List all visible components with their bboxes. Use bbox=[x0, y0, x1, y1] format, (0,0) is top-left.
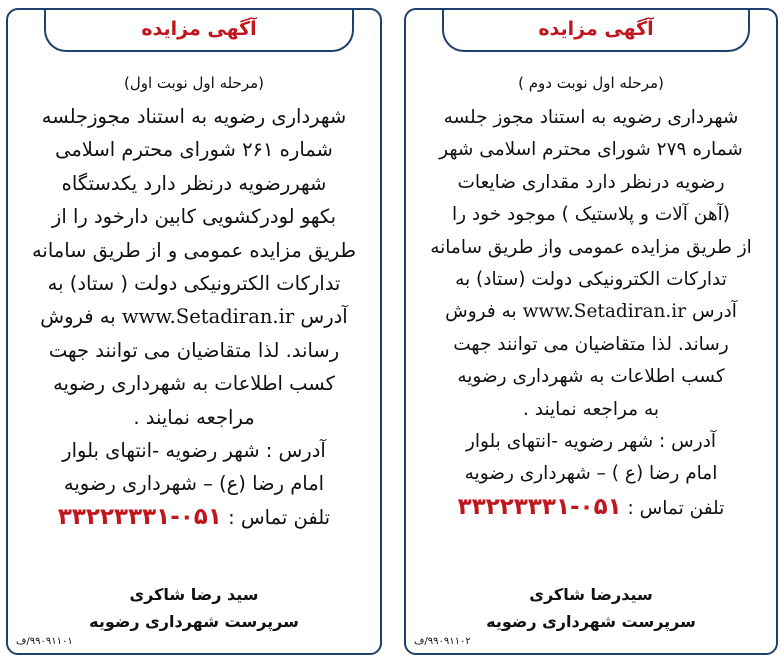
auction-notice-second bbox=[404, 8, 778, 655]
body-line: بکهو لودرکشویی کابین دارخود را از bbox=[51, 205, 337, 229]
address-line: آدرس : شهر رضویه -انتهای بلوار bbox=[62, 439, 326, 463]
address-prefix: آدرس bbox=[691, 301, 737, 323]
body-line: کسب اطلاعات به شهرداری رضویه bbox=[53, 372, 335, 396]
address-line: امام رضا (ع ) – شهرداری رضویه bbox=[464, 463, 718, 485]
body-line: شهرداری رضویه به استناد مجوز جلسه bbox=[443, 107, 739, 128]
body-line: کسب اطلاعات به شهرداری رضویه bbox=[457, 366, 725, 388]
body-line: تدارکات الکترونیکی دولت (ستاد) به bbox=[455, 269, 727, 291]
signer-title: سرپرست شهرداری رضویه bbox=[89, 612, 299, 631]
notice-title-tab bbox=[442, 8, 750, 52]
phone-number: ۰۵۱-۳۳۲۲۳۳۳۱ bbox=[457, 493, 622, 520]
setadiran-link[interactable]: www.Setadiran.ir bbox=[121, 305, 295, 329]
notice-stage: (مرحله اول نوبت اول) bbox=[123, 74, 265, 92]
phone-label: تلفن تماس : bbox=[627, 497, 725, 519]
body-line: (آهن آلات و پلاستیک ) موجود خود را bbox=[451, 204, 731, 226]
address-line: امام رضا (ع) – شهرداری رضویه bbox=[63, 472, 325, 496]
address-line: آدرس : شهر رضویه -انتهای بلوار bbox=[465, 431, 717, 453]
notice-stage: (مرحله اول نوبت دوم ) bbox=[518, 74, 664, 92]
signer-name: سیدرضا شاکری bbox=[529, 585, 653, 604]
body-line: از طریق مزایده عمومی واز طریق سامانه bbox=[430, 236, 752, 258]
phone-number: ۰۵۱-۳۳۲۲۳۳۳۱ bbox=[57, 503, 222, 530]
notice-title-tab bbox=[44, 8, 354, 52]
notice-code: ۹۹۰۹۱۱۰۲/ف bbox=[414, 636, 471, 647]
body-line: رساند. لذا متقاضیان می توانند جهت bbox=[453, 333, 729, 355]
body-line: تدارکات الکترونیکی دولت ( ستاد) به bbox=[47, 272, 341, 296]
body-line: شماره ۲۶۱ شورای محترم اسلامی bbox=[55, 138, 333, 162]
notice-title: آگهی مزایده bbox=[141, 18, 257, 40]
auction-notice-first bbox=[6, 8, 382, 655]
body-line: شهررضویه درنظر دارد یکدستگاه bbox=[61, 171, 327, 195]
setadiran-link[interactable]: www.Setadiran.ir bbox=[522, 301, 687, 323]
phone-label: تلفن تماس : bbox=[228, 505, 331, 529]
phone-row bbox=[18, 501, 370, 534]
body-line: شماره ۲۷۹ شورای محترم اسلامی شهر bbox=[439, 139, 743, 161]
address-prefix: آدرس bbox=[300, 305, 348, 329]
body-line: به مراجعه نمایند . bbox=[522, 398, 660, 420]
body-line: رضویه درنظر دارد مقداری ضایعات bbox=[457, 171, 725, 193]
address-url-line bbox=[416, 296, 766, 328]
address-suffix: به فروش bbox=[40, 305, 116, 329]
phone-row bbox=[416, 491, 766, 525]
address-suffix: به فروش bbox=[445, 301, 517, 323]
signer-name: سید رضا شاکری bbox=[129, 585, 259, 604]
body-line: مراجعه نمایند . bbox=[133, 405, 255, 429]
address-url-line bbox=[18, 300, 370, 333]
body-line: رساند. لذا متقاضیان می توانند جهت bbox=[48, 338, 340, 362]
notice-code: ۹۹۰۹۱۱۰۱/ف bbox=[16, 636, 73, 647]
notice-body bbox=[416, 102, 766, 525]
signer-title: سرپرست شهرداری رضویه bbox=[486, 612, 696, 631]
body-line: شهرداری رضویه به استناد مجوزجلسه bbox=[41, 105, 347, 128]
body-line: طریق مزایده عمومی و از طریق سامانه bbox=[31, 238, 357, 262]
notice-title: آگهی مزایده bbox=[538, 18, 654, 40]
notice-body bbox=[18, 100, 370, 534]
